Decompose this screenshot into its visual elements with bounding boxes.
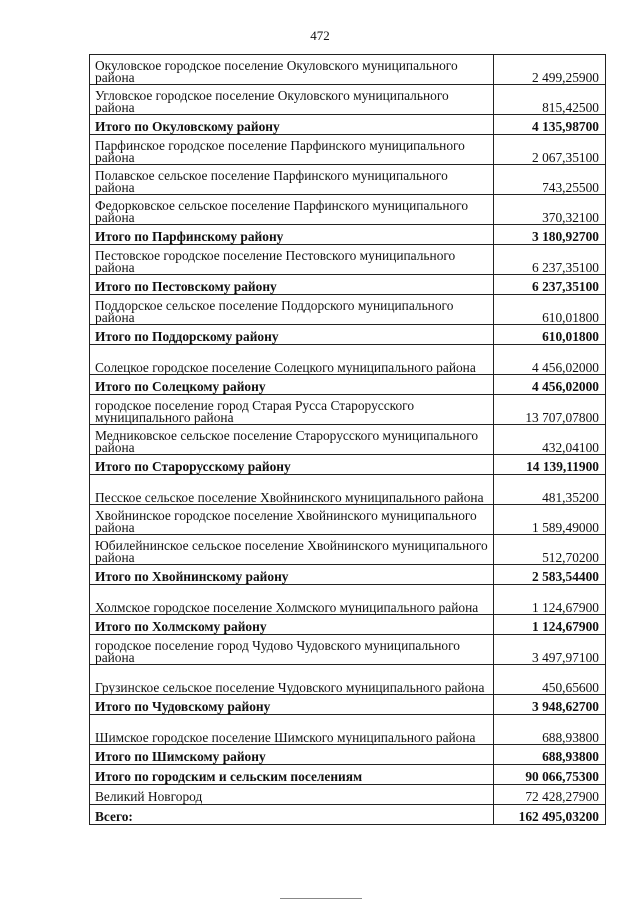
- total-amount: 688,93800: [494, 745, 606, 765]
- table-row: [90, 295, 606, 325]
- total-row: [90, 115, 606, 135]
- amount: 4 456,02000: [494, 345, 606, 375]
- total-amount: 4 456,02000: [494, 375, 606, 395]
- amount: 3 497,97100: [494, 635, 606, 665]
- settlement-name: Парфинское городское поселение Парфинского муниципального района: [90, 135, 494, 165]
- table-row: [90, 85, 606, 115]
- settlement-name: Федорковское сельское поселение Парфинского муниципального района: [90, 195, 494, 225]
- total-label: Итого по Поддорскому району: [90, 325, 494, 345]
- settlement-name: Песское сельское поселение Хвойнинского муниципального района: [90, 475, 494, 505]
- table-row: [90, 165, 606, 195]
- table-row: [90, 55, 606, 85]
- footer-rule: [280, 898, 362, 899]
- table-row: [90, 665, 606, 695]
- total-row: [90, 615, 606, 635]
- amount: 512,70200: [494, 535, 606, 565]
- total-row: [90, 225, 606, 245]
- table-row: [90, 395, 606, 425]
- total-label: Итого по Чудовскому району: [90, 695, 494, 715]
- amount: 2 067,35100: [494, 135, 606, 165]
- amount: 13 707,07800: [494, 395, 606, 425]
- settlement-name: Поддорское сельское поселение Поддорского муниципального района: [90, 295, 494, 325]
- total-label: Итого по Старорусскому району: [90, 455, 494, 475]
- table-row: [90, 345, 606, 375]
- total-amount: 4 135,98700: [494, 115, 606, 135]
- settlement-name: Полавское сельское поселение Парфинского муниципального района: [90, 165, 494, 195]
- total-amount: 1 124,67900: [494, 615, 606, 635]
- page-number: 472: [310, 28, 330, 43]
- amount: 450,65600: [494, 665, 606, 695]
- table-row: [90, 135, 606, 165]
- table-row: [90, 475, 606, 505]
- amount: 743,25500: [494, 165, 606, 195]
- total-row: [90, 805, 606, 825]
- settlement-name: Угловское городское поселение Окуловского муниципального района: [90, 85, 494, 115]
- amount: 6 237,35100: [494, 245, 606, 275]
- settlement-name: Пестовское городское поселение Пестовского муниципального района: [90, 245, 494, 275]
- total-row: [90, 565, 606, 585]
- amount: 610,01800: [494, 295, 606, 325]
- settlement-name: Медниковское сельское поселение Старорусского муниципального района: [90, 425, 494, 455]
- amount: 688,93800: [494, 715, 606, 745]
- table-row: [90, 785, 606, 805]
- settlements-budget-table: [89, 54, 606, 825]
- settlement-name: Великий Новгород: [90, 785, 494, 805]
- total-amount: 14 139,11900: [494, 455, 606, 475]
- total-row: [90, 375, 606, 395]
- settlement-name: Грузинское сельское поселение Чудовского муниципального района: [90, 665, 494, 695]
- table-row: [90, 505, 606, 535]
- amount: 1 589,49000: [494, 505, 606, 535]
- total-label: Итого по Шимскому району: [90, 745, 494, 765]
- amount: 72 428,27900: [494, 785, 606, 805]
- total-amount: 90 066,75300: [494, 765, 606, 785]
- settlement-name: Юбилейнинское сельское поселение Хвойнинского муниципального района: [90, 535, 494, 565]
- total-amount: 3 948,62700: [494, 695, 606, 715]
- table-row: [90, 245, 606, 275]
- settlement-name: Окуловское городское поселение Окуловского муниципального района: [90, 55, 494, 85]
- total-label: Итого по городским и сельским поселениям: [90, 765, 494, 785]
- amount: 481,35200: [494, 475, 606, 505]
- table-row: [90, 715, 606, 745]
- total-row: [90, 325, 606, 345]
- settlement-name: Хвойнинское городское поселение Хвойнинского муниципального района: [90, 505, 494, 535]
- table-row: [90, 585, 606, 615]
- total-amount: 3 180,92700: [494, 225, 606, 245]
- settlement-name: Шимское городское поселение Шимского муниципального района: [90, 715, 494, 745]
- total-row: [90, 695, 606, 715]
- amount: 2 499,25900: [494, 55, 606, 85]
- table-row: [90, 635, 606, 665]
- total-row: [90, 275, 606, 295]
- total-amount: 6 237,35100: [494, 275, 606, 295]
- total-label: Итого по Окуловскому району: [90, 115, 494, 135]
- total-label: Итого по Парфинскому району: [90, 225, 494, 245]
- total-label: Итого по Холмскому району: [90, 615, 494, 635]
- total-amount: 2 583,54400: [494, 565, 606, 585]
- total-amount: 162 495,03200: [494, 805, 606, 825]
- total-label: Всего:: [90, 805, 494, 825]
- settlement-name: Холмское городское поселение Холмского муниципального района: [90, 585, 494, 615]
- total-label: Итого по Хвойнинскому району: [90, 565, 494, 585]
- total-label: Итого по Солецкому району: [90, 375, 494, 395]
- total-row: [90, 455, 606, 475]
- total-row: [90, 745, 606, 765]
- total-amount: 610,01800: [494, 325, 606, 345]
- amount: 432,04100: [494, 425, 606, 455]
- amount: 815,42500: [494, 85, 606, 115]
- settlement-name: Солецкое городское поселение Солецкого муниципального района: [90, 345, 494, 375]
- amount: 370,32100: [494, 195, 606, 225]
- total-label: Итого по Пестовскому району: [90, 275, 494, 295]
- table-row: [90, 195, 606, 225]
- amount: 1 124,67900: [494, 585, 606, 615]
- table-row: [90, 535, 606, 565]
- table-row: [90, 425, 606, 455]
- settlement-name: городское поселение город Старая Русса Старорусского муниципального района: [90, 395, 494, 425]
- total-row: [90, 765, 606, 785]
- settlement-name: городское поселение город Чудово Чудовского муниципального района: [90, 635, 494, 665]
